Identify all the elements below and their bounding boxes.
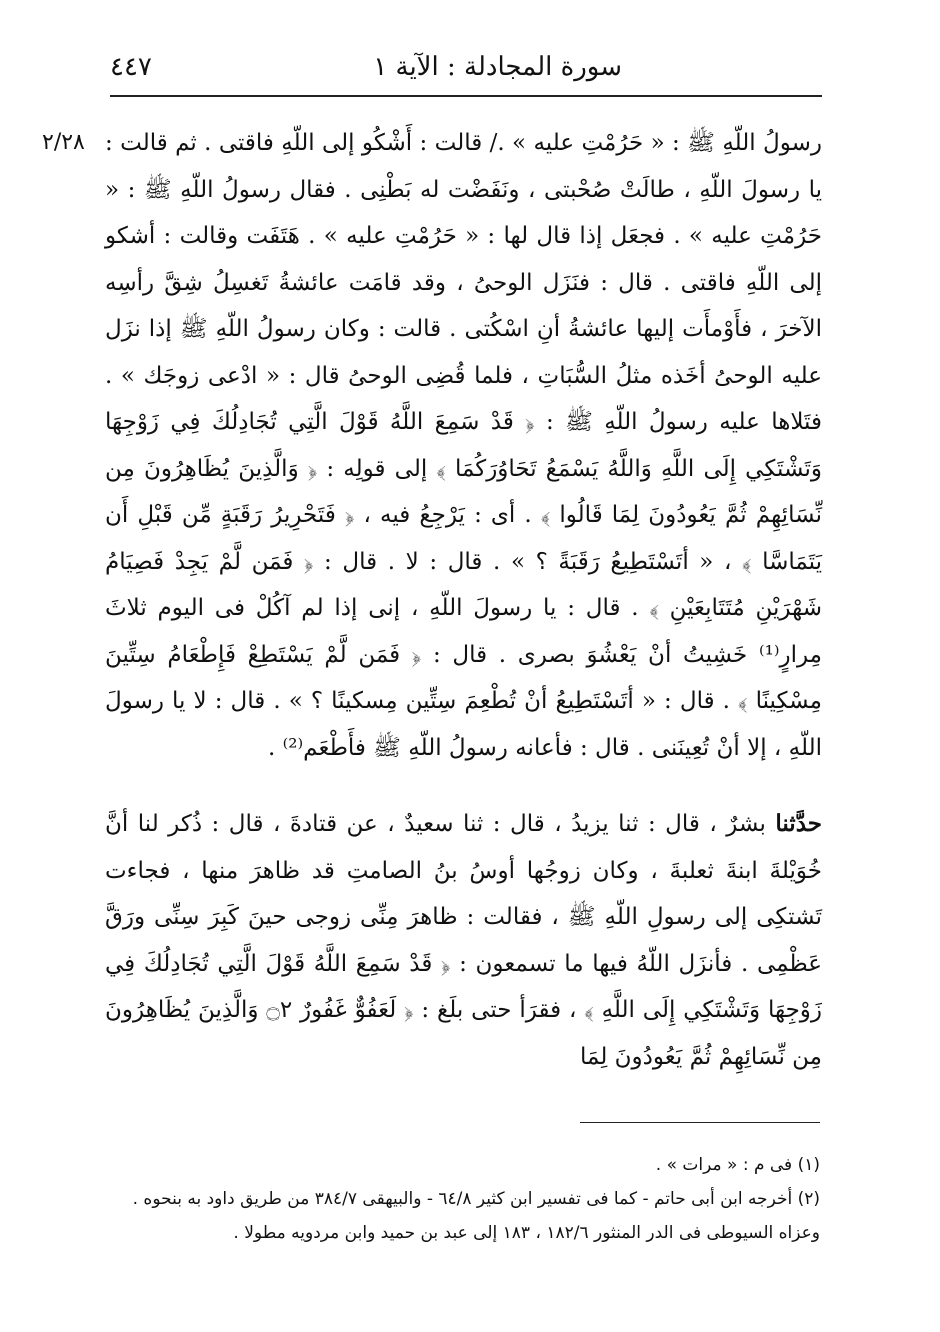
footnote-1: (١) فى م : « مرات » . [655,1155,820,1175]
paragraph-2-lead: حدَّثنا [775,810,822,837]
footnotes [100,1148,820,1250]
paragraph-gap [105,771,822,801]
page-number: ٤٤٧ [110,52,152,82]
margin-reference: ٢/٢٨ [42,130,85,155]
paragraph-1: رسولُ اللّهِ ﷺ : « حَرُمْتِ عليه » ./ قالت : أَشْكُو إلى اللّهِ فاقتى . ثم قالت : يا رسولَ اللّهِ ، طالَتْ صُحْبتى ، ونَفَضْت له بَطْنِى . فقال رسولُ اللّهِ ﷺ : « حَرُمْتِ عليه » . فجعَل إذا قال لها : « حَرُمْتِ عليه » . هَتَفَت وقالت : أشكو إلى اللّهِ فاقتى . قال : فنَزَل الوحىُ ، وقد قامَت عائشةُ تَغسِلُ شِقَّ رأسِه الآخرَ ، فأَوْمأَت إليها عائشةُ أنِ اسْكُتى . قالت : وكان رسولُ اللّهِ ﷺ إذا نزَل عليه الوحىُ أخَذه مثلُ السُّبَاتِ ، فلما قُضِى الوحىُ قال : « ادْعى زوجَك » . فتَلاها عليه رسولُ اللّهِ ﷺ : ﴿ قَدْ سَمِعَ اللَّهُ قَوْلَ الَّتِي تُجَادِلُكَ فِي زَوْجِهَا وَتَشْتَكِي إِلَى اللَّهِ وَاللَّهُ يَسْمَعُ تَحَاوُرَكُمَا ﴾ إلى قولِه : ﴿ وَالَّذِينَ يُظَاهِرُونَ مِن نِّسَائِهِمْ ثُمَّ يَعُودُونَ لِمَا قَالُوا ﴾ . أى : يَرْجِعُ فيه ، ﴿ فَتَحْرِيرُ رَقَبَةٍ مِّن قَبْلِ أَن يَتَمَاسَّا ﴾ ، « أتَسْتَطِيعُ رَقَبَةً ؟ » . قال : لا . قال : ﴿ فَمَن لَّمْ يَجِدْ فَصِيَامُ شَهْرَيْنِ مُتَتَابِعَيْنِ ﴾ . قال : يا رسولَ اللّهِ ، إنى إذا لم آكُلْ فى اليوم ثلاثَ مِرارٍ⁽¹⁾ خَشِيتُ أنْ يَعْشُوَ بصرى . قال : ﴿ فَمَن لَّمْ يَسْتَطِعْ فَإِطْعَامُ سِتِّينَ مِسْكِينًا ﴾ . قال : « أتَسْتَطِيعُ أنْ تُطْعِمَ سِتِّين مِسكينًا ؟ » . قال : لا يا رسولَ اللّهِ ، إلا أنْ تُعِينَنى . قال : فأعانه رسولُ اللّهِ ﷺ فأَطْعَم⁽²⁾ . [105,130,822,761]
paragraph-2-text: بشرٌ ، قال : ثنا يزيدُ ، قال : ثنا سعيدٌ ، عن قتادةَ ، قال : ذُكر لنا أنَّ خُوَيْلةَ ابنةَ ثعلبةَ ، وكان زوجُها أوسُ بنُ الصامتِ قد ظاهرَ منها ، فجاءت تَشتكِى إلى رسولِ اللّهِ ﷺ ، فقالت : ظاهرَ مِنِّى زوجى حينَ كَبِرَ سِنِّى ورَقَّ عَظْمِى . فأنزَل اللّهُ فيها ما تسمعون : ﴿ قَدْ سَمِعَ اللَّهُ قَوْلَ الَّتِي تُجَادِلُكَ فِي زَوْجِهَا وَتَشْتَكِي إِلَى اللَّهِ ﴾ ، فقرَأ حتى بلَغ : ﴿ لَعَفُوٌّ غَفُورٌ ۝٢ وَالَّذِينَ يُظَاهِرُونَ مِن نِّسَائِهِمْ ثُمَّ يَعُودُونَ لِمَا [105,811,822,1070]
header-rule [110,95,822,97]
footnote-2: (٢) أخرجه ابن أبى حاتم - كما فى تفسير ابن كثير ٦٤/٨ - والبيهقى ٣٨٤/٧ من طريق داود به بنحوه . وعزاه السيوطى فى الدر المنثور ١٨٢/٦ ، ١٨٣ إلى عبد بن حميد وابن مردويه مطولا . [132,1189,820,1243]
footnote-rule [580,1122,820,1123]
running-title: سورة المجادلة : الآية ١ [373,52,622,82]
page-header [110,52,822,92]
paragraph-2 [105,801,822,1080]
main-text [105,120,822,1080]
